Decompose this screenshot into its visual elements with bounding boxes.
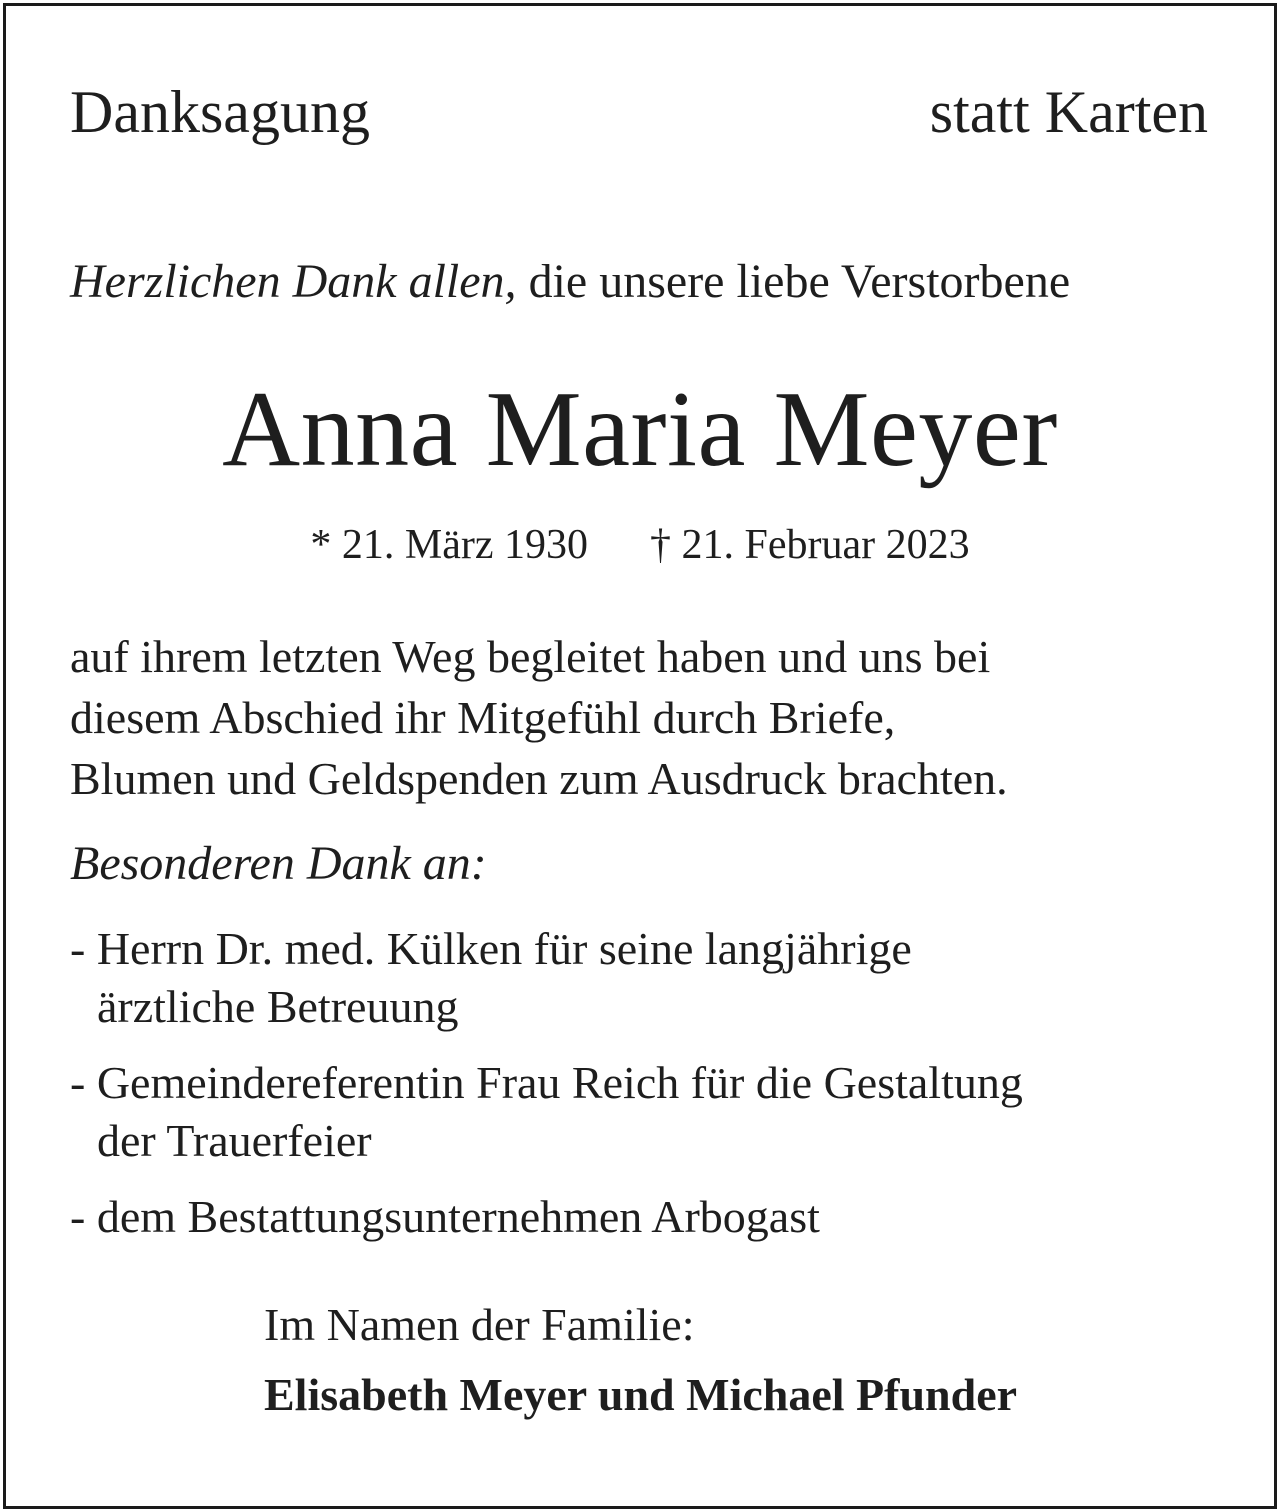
header-subtitle: statt Karten bbox=[929, 79, 1208, 145]
paragraph-line: diesem Abschied ihr Mitgefühl durch Briefe, bbox=[70, 692, 896, 743]
signature-names: Elisabeth Meyer und Michael Pfunder bbox=[264, 1369, 1018, 1420]
list-item bbox=[70, 1054, 1023, 1170]
birth-date: * 21. März 1930 bbox=[310, 522, 588, 568]
signature-label: Im Namen der Familie: bbox=[264, 1299, 695, 1350]
paragraph-line: Blumen und Geldspenden zum Ausdruck brachten. bbox=[70, 753, 1008, 804]
special-thanks-list bbox=[70, 920, 1023, 1264]
list-item-line: - Gemeindereferentin Frau Reich für die Gestaltung bbox=[70, 1057, 1023, 1108]
intro-line bbox=[70, 255, 1071, 308]
intro-rest: die unsere liebe Verstorbene bbox=[528, 255, 1071, 308]
list-item-continuation: der Trauerfeier bbox=[97, 1115, 372, 1166]
header-title: Danksagung bbox=[70, 79, 370, 145]
intro-italic: Herzlichen Dank allen, bbox=[70, 255, 517, 308]
list-item-line: - dem Bestattungsunternehmen Arbogast bbox=[70, 1191, 820, 1242]
thanks-paragraph bbox=[70, 626, 1008, 809]
special-thanks-heading: Besonderen Dank an: bbox=[70, 837, 487, 890]
deceased-name: Anna Maria Meyer bbox=[222, 370, 1058, 489]
list-item-continuation: ärztliche Betreuung bbox=[97, 981, 459, 1032]
list-item bbox=[70, 1188, 1023, 1246]
paragraph-line: auf ihrem letzten Weg begleitet haben und uns bei bbox=[70, 631, 991, 682]
death-date: † 21. Februar 2023 bbox=[650, 522, 970, 568]
life-dates bbox=[0, 524, 1280, 566]
list-item bbox=[70, 920, 1023, 1036]
list-item-line: - Herrn Dr. med. Külken für seine langjährige bbox=[70, 923, 912, 974]
